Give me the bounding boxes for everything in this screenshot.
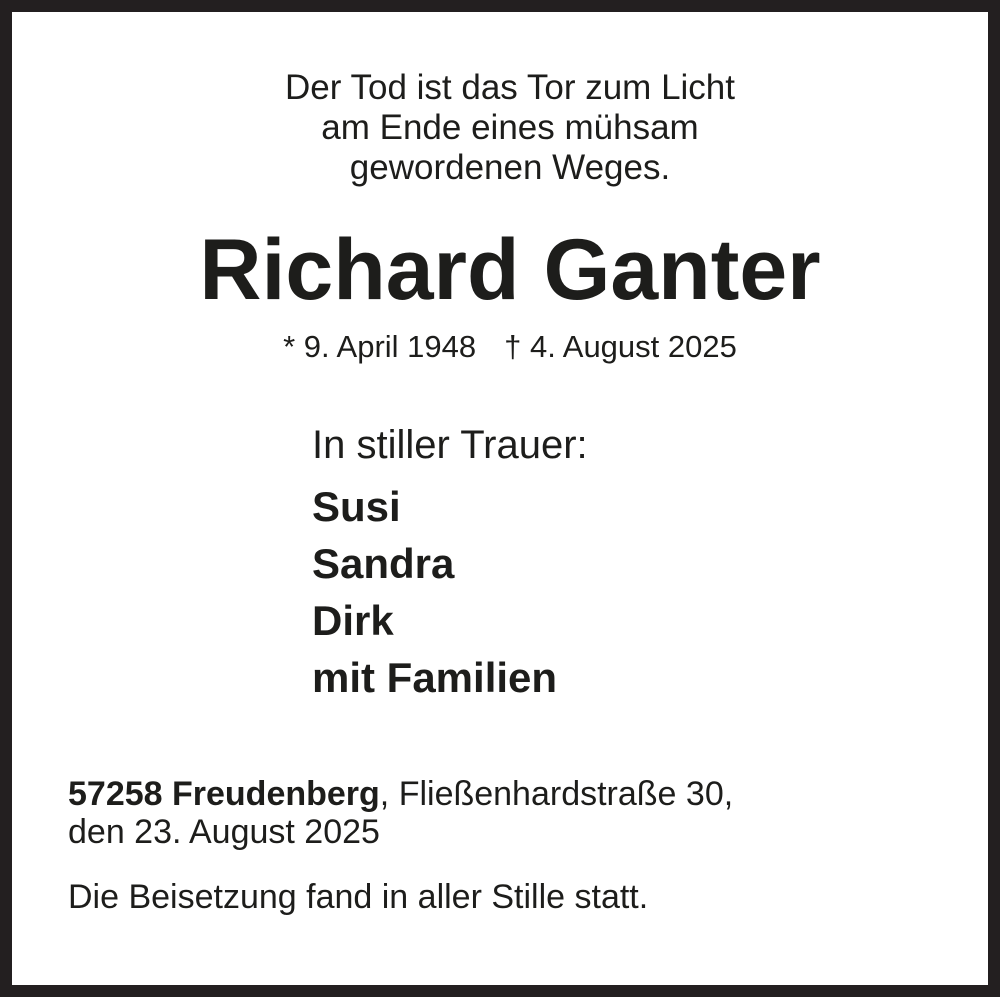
birth-date: * 9. April 1948: [283, 329, 477, 364]
date-line: den 23. August 2025: [68, 813, 380, 851]
mourner-name: Susi: [312, 483, 401, 530]
mourner-name: mit Familien: [312, 654, 558, 701]
mourners-section: [312, 422, 588, 706]
mourner-name: Dirk: [312, 597, 394, 644]
footer-section: [68, 775, 733, 916]
street-address: , Fließenhardstraße 30,: [379, 775, 734, 813]
city-postal: 57258 Freudenberg: [68, 775, 380, 813]
verse-line: am Ende eines mühsam: [321, 108, 699, 147]
mourners-intro: In stiller Trauer:: [312, 423, 588, 467]
address-line: [68, 775, 733, 851]
verse: [12, 68, 988, 188]
verse-line: Der Tod ist das Tor zum Licht: [284, 68, 735, 107]
verse-line: gewordenen Weges.: [349, 148, 671, 187]
mourner-name: Sandra: [312, 540, 455, 587]
death-date: † 4. August 2025: [504, 329, 737, 364]
burial-note: Die Beisetzung fand in aller Stille statt.: [68, 878, 649, 916]
life-dates: [12, 328, 988, 366]
deceased-name: Richard Ganter: [199, 222, 821, 318]
